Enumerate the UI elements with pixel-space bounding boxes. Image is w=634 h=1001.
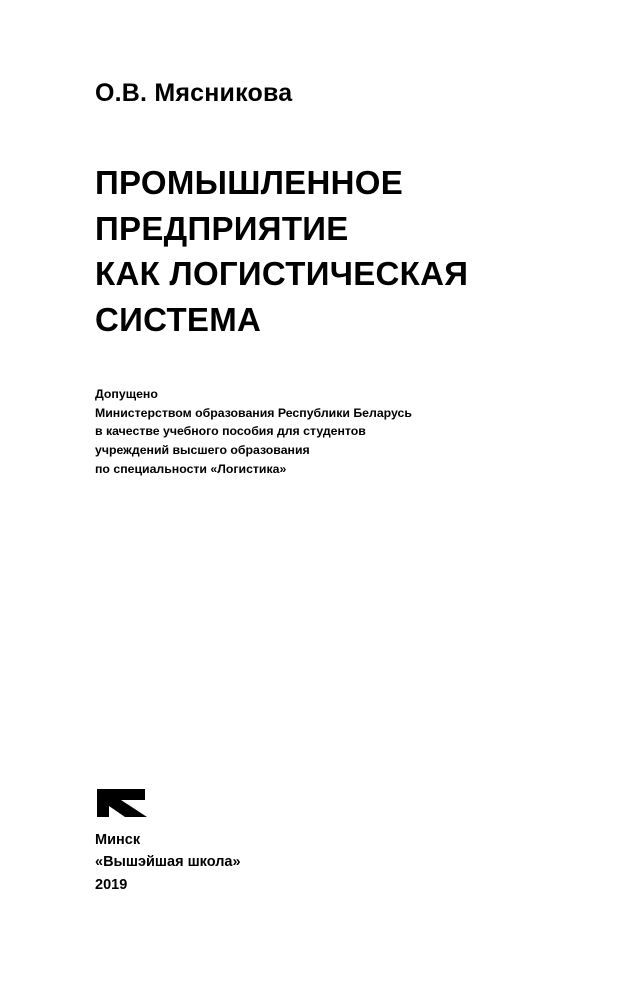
imprint-publisher: «Вышэйшая школа» (95, 854, 241, 871)
approval-note (95, 385, 495, 478)
imprint-year: 2019 (95, 876, 128, 893)
title-line-4: СИСТЕМА (95, 300, 262, 338)
book-title (95, 160, 565, 342)
approval-line-1: Допущено (95, 387, 158, 401)
approval-line-5: по специальности «Логистика» (95, 461, 287, 476)
author-name: О.В. Мясникова (95, 79, 293, 107)
approval-line-3: в качестве учебного пособия для студентов (95, 424, 366, 439)
imprint-city: Минск (95, 832, 141, 848)
approval-line-2: Министерством образования Республики Беларусь (95, 405, 412, 420)
title-line-1: ПРОМЫШЛЕННОЕ (95, 164, 404, 201)
publisher-logo-icon (95, 787, 149, 819)
approval-line-4: учреждений высшего образования (95, 443, 310, 458)
imprint-block (95, 829, 241, 896)
cover-content (95, 0, 565, 1001)
title-line-2: ПРЕДПРИЯТИЕ (95, 209, 349, 247)
title-line-3: КАК ЛОГИСТИЧЕСКАЯ (95, 255, 469, 293)
